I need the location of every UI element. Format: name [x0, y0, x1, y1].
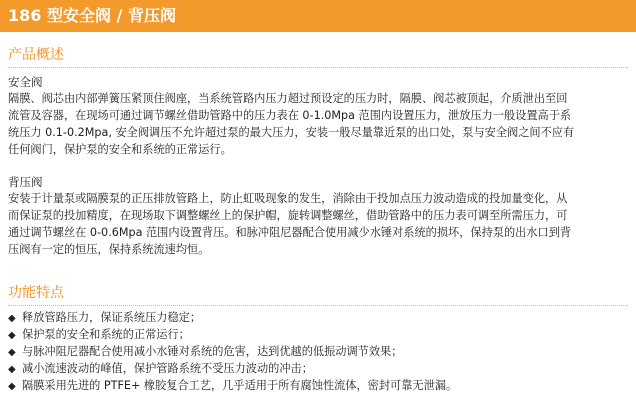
back-pressure-valve-text-line: 通过调节螺丝在 0-0.6Mpa 范围内设置背压。和脉冲阻尼器配合使用减少水锤对系统的损坏，保持泵的出水口到背: [8, 226, 572, 239]
features-divider: [8, 305, 628, 306]
feature-item: [8, 327, 190, 344]
back-pressure-valve-text-line: 而保证泵的投加精度，在现场取下调整螺丝上的保护帽，旋转调整螺丝，借助管路中的压力表可调至所需压力，可: [8, 209, 568, 222]
back-pressure-valve-text-line: 压阀有一定的恒压，保持系统流速均恒。: [8, 243, 210, 256]
diamond-bullet-icon: ◆: [8, 330, 16, 341]
overview-heading: 产品概述: [8, 47, 64, 63]
safety-valve-text-line: 流管及容器，在现场可通过调节螺丝借助管路中的压力表在 0-1.0Mpa 范围内设置压力，泄放压力一般设置高于系: [8, 109, 572, 122]
feature-text: 保护泵的安全和系统的正常运行；: [22, 328, 190, 341]
diamond-bullet-icon: ◆: [8, 381, 16, 392]
safety-valve-text-line: 隔膜、阀芯由内部弹簧压紧顶住阀座，当系统管路内压力超过预设定的压力时，隔膜、阀芯被顶起，介质泄出至回: [8, 92, 568, 105]
feature-text: 与脉冲阻尼器配合使用减小水锤对系统的危害，达到优越的低振动调节效果；: [22, 345, 403, 358]
feature-text: 减小流速波动的峰值，保护管路系统不受压力波动的冲击；: [22, 362, 313, 375]
overview-divider: [8, 67, 628, 68]
features-heading: 功能特点: [8, 285, 64, 301]
back-pressure-valve-title: 背压阀: [8, 175, 43, 189]
diamond-bullet-icon: ◆: [8, 347, 16, 358]
diamond-bullet-icon: ◆: [8, 364, 16, 375]
safety-valve-text-line: 统压力 0.1-0.2Mpa, 安全阀调压不允许超过泵的最大压力，安装一般尽量靠近泵的出口处，泵与安全阀之间不应有: [8, 126, 575, 139]
safety-valve-title: 安全阀: [8, 75, 43, 89]
feature-item: [8, 361, 313, 378]
header-bar: [0, 0, 636, 32]
diamond-bullet-icon: ◆: [8, 313, 16, 324]
feature-item: [8, 310, 201, 327]
safety-valve-text-line: 任何阀门，保护泵的安全和系统的正常运行。: [8, 143, 232, 156]
page-title: 186 型安全阀 / 背压阀: [8, 6, 176, 25]
back-pressure-valve-text-line: 安装于计量泵或隔膜泵的正压排放管路上，防止虹吸现象的发生，消除由于投加点压力波动造成的投加量变化，从: [8, 192, 568, 205]
feature-item: [8, 378, 457, 395]
feature-text: 隔膜采用先进的 PTFE+ 橡胶复合工艺，几乎适用于所有腐蚀性流体，密封可靠无泄漏。: [22, 379, 458, 392]
feature-item: [8, 344, 402, 361]
feature-text: 释放管路压力，保证系统压力稳定；: [22, 311, 202, 324]
